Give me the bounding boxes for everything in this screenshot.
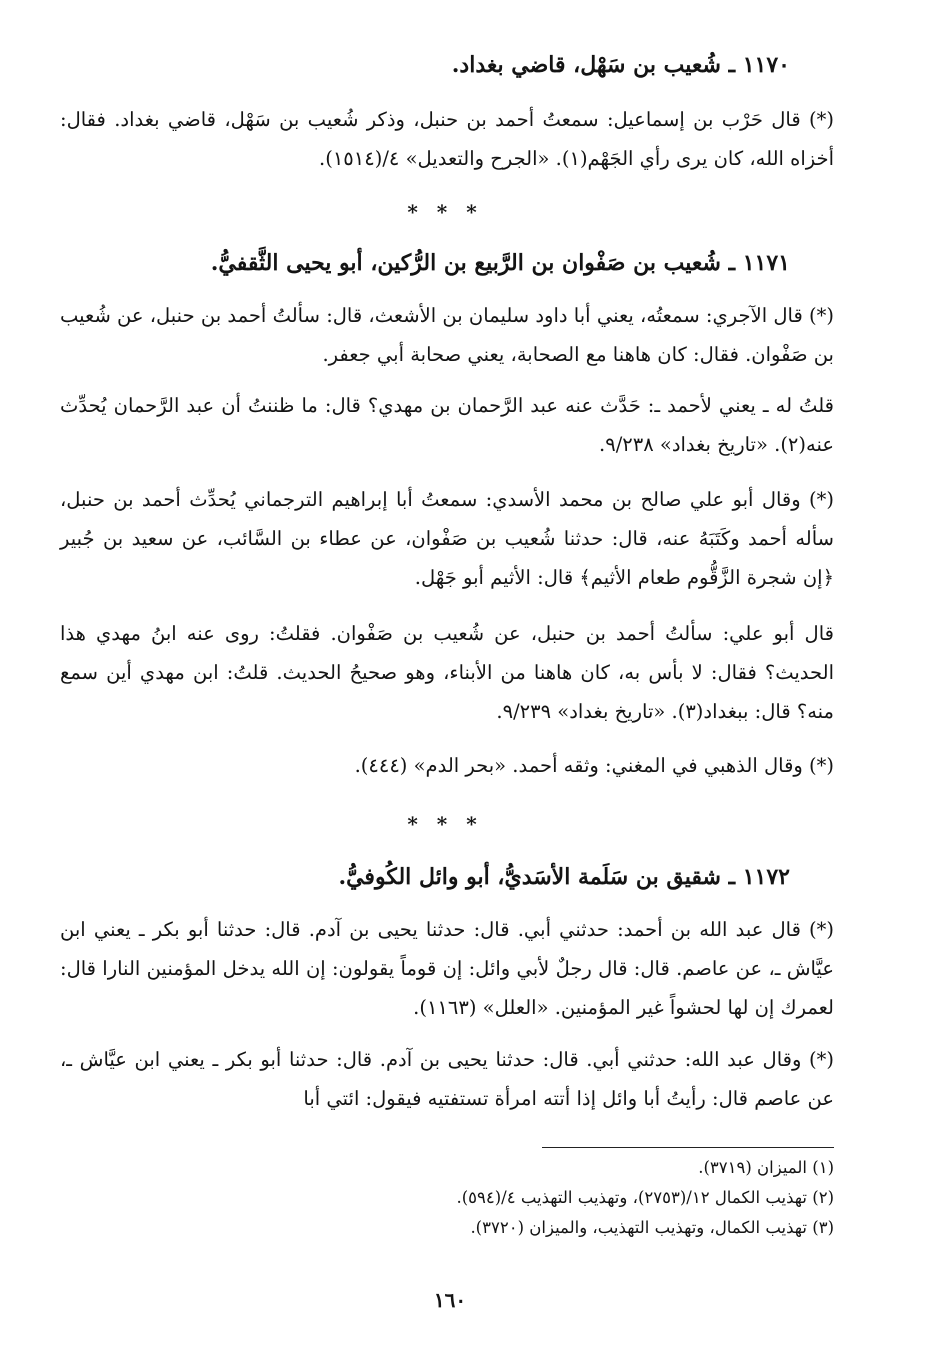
footnote: (٢) تهذيب الكمال ١٢/(٢٧٥٣)، وتهذيب التهذيب ٤/(٥٩٤).	[456, 1188, 834, 1207]
entry-paragraph: (*) قال حَرْب بن إسماعيل: سمعتُ أحمد بن حنبل، وذكر شُعيب بن سَهْل، قاضي بغداد. فقال: أخزاه الله، كان يرى رأي الجَهْم(١). «الجرح والتعديل» ٤/(١٥١٤).	[60, 108, 834, 170]
footnote-divider	[542, 1147, 834, 1148]
entry-heading: ١١٧١ ـ شُعيب بن صَفْوان بن الرَّبيع بن الرُّكين، أبو يحيى الثَّقفيُّ.	[210, 250, 790, 276]
entry-paragraph: (*) قال عبد الله بن أحمد: حدثني أبي. قال: حدثنا يحيى بن آدم. قال: حدثنا أبو بكر ـ يعني ابن عيَّاش ـ، عن عاصم. قال: قال رجلٌ لأبي وائل: إن قوماً يقولون: إن الله يدخل المؤمنين النارا قال: لعمرك إن لها لحشواً غير المؤمنين. «العلل» (١١٦٣).	[60, 918, 834, 1019]
entry-heading: ١١٧٢ ـ شقيق بن سَلَمة الأسَديُّ، أبو وائل الكُوفيُّ.	[338, 864, 790, 890]
section-separator: * * *	[407, 812, 483, 836]
entry-paragraph: قال أبو علي: سألتُ أحمد بن حنبل، عن شُعيب بن صَفْوان. فقلتُ: روى عنه ابنُ مهدي هذا الحديث؟ فقال: لا بأس به، كان هاهنا من الأبناء، وهو صحيحُ الحديث. قلتُ: ابن مهدي أين سمع منه؟ قال: ببغداد(٣). «تاريخ بغداد» ٩/٢٣٩.	[60, 622, 834, 723]
entry-paragraph: (*) وقال أبو علي صالح بن محمد الأسدي: سمعتُ أبا إبراهيم الترجماني يُحدِّث أحمد بن حنبل، سأله أحمد وكَتَبَهُ عنه، قال: حدثنا شُعيب بن صَفْوان، عن عطاء بن السَّائب، عن سعيد بن جُبير ﴿إن شجرة الزَّقُّوم طعام الأثيم﴾ قال: الأثيم أبو جَهْل.	[60, 488, 834, 589]
page-number: ١٦٠	[433, 1288, 467, 1312]
footnote: (١) الميزان (٣٧١٩).	[698, 1158, 834, 1177]
footnote: (٣) تهذيب الكمال، وتهذيب التهذيب، والميزان (٣٧٢٠).	[470, 1218, 834, 1237]
entry-paragraph: قلتُ له ـ يعني لأحمد ـ: حَدَّث عنه عبد الرَّحمان بن مهدي؟ قال: ما ظننتُ أن عبد الرَّحمان يُحدِّث عنه(٢). «تاريخ بغداد» ٩/٢٣٨.	[60, 394, 834, 456]
entry-paragraph: (*) قال الآجري: سمعتُه، يعني أبا داود سليمان بن الأشعث، قال: سألتُ أحمد بن حنبل، عن شُعيب بن صَفْوان. فقال: كان هاهنا مع الصحابة، يعني صحابة أبي جعفر.	[60, 304, 834, 366]
entry-heading: ١١٧٠ ـ شُعيب بن سَهْل، قاضي بغداد.	[451, 52, 790, 78]
entry-paragraph: (*) وقال عبد الله: حدثني أبي. قال: حدثنا يحيى بن آدم. قال: حدثنا أبو بكر ـ يعني ابن عيَّاش ـ، عن عاصم قال: رأيتُ أبا وائل إذا أتته امرأة تستفتيه فيقول: ائتي أبا	[60, 1048, 834, 1110]
section-separator: * * *	[407, 200, 483, 224]
entry-paragraph: (*) وقال الذهبي في المغني: وثقه أحمد. «بحر الدم» (٤٤٤).	[354, 754, 834, 777]
